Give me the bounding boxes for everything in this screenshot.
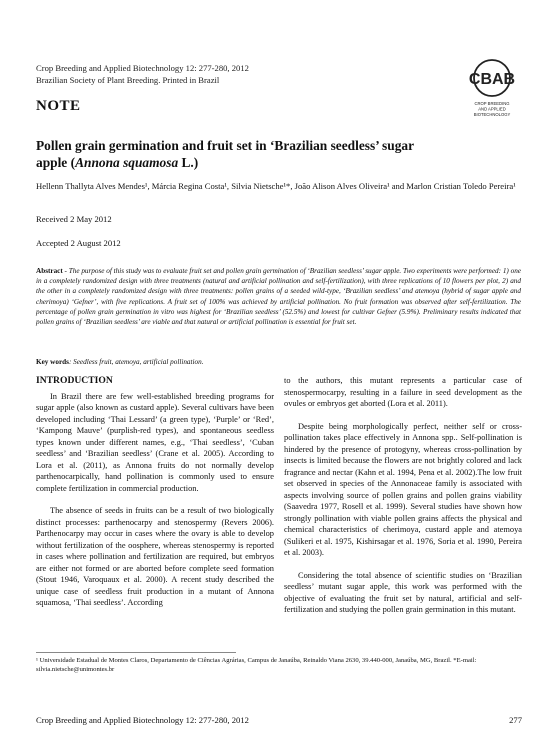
logo-sub2: AND APPLIED	[478, 106, 506, 112]
page-number: 277	[509, 715, 522, 725]
column-left	[36, 375, 274, 609]
journal-header-line1: Crop Breeding and Applied Biotechnology 12: 277-280, 2012	[36, 63, 249, 73]
intro-paragraph-2: The absence of seeds in fruits can be a result of two biologically distinct processes: parthenocarpy and stenospermy (Revers 2006). Parthenocarpy may occur in cases where the ovary is able to develop without fertilization of the oosphere, whereas stenospermy is reported in cases where pollination and fertilization are required, but embryos are either not formed or are aborted before complete seed formation (Stout 1946, Varoquaux et al. 2000). A recent study described the unique case of seedless fruit production in a mutant of Annona squamosa, ‘Thai seedless’. According	[36, 506, 274, 607]
column-right	[284, 375, 522, 616]
title-part1: Pollen grain germination and fruit set in ‘Brazilian seedless’ sugar apple (	[36, 138, 414, 170]
keywords	[36, 357, 521, 367]
footnote-rule	[36, 652, 236, 653]
keywords-label: Key words	[36, 358, 69, 366]
cbab-logo	[458, 58, 526, 120]
journal-header-line2: Brazilian Society of Plant Breeding. Printed in Brazil	[36, 75, 220, 85]
logo-sub3: BIOTECHNOLOGY	[473, 112, 511, 117]
abstract-text: - The purpose of this study was to evaluate fruit set and pollen grain germination of ‘Brazilian seedless’ sugar apple. Two experiments were performed: 1) one in a completely randomized design with three treatments (natural and artificial pollination and self-fertilization), with three replications of 10 flowers per plot, 2) and the other in a completely randomized design with three treatments: pollen grains of a seeded wild-type, ‘Brazilian seedless’ and atemoya (hybrid of sugar apple and cherimoya) ‘Gefner’, with five replications. A fruit set of 100% was achieved by artificial pollination. No fruit formation was observed after self-fertilization. The percentage of pollen grain germination in vitro was highest for ‘Brazilian seedless’ (52.5%) and lowest for cultivar Gefner (5.9%). Preliminary results indicated that pollen grains of ‘Brazilian seedless’ are viable and that natural or artificial pollination is essential for fruit set.	[36, 267, 521, 327]
abstract-label: Abstract	[36, 267, 63, 275]
author-list: Hellenn Thallyta Alves Mendes¹, Márcia Regina Costa¹, Silvia Nietsche¹*, João Alison Alves Oliveira¹ and Marlon Cristian Toledo Pereira¹	[36, 181, 516, 191]
footer-journal: Crop Breeding and Applied Biotechnology 12: 277-280, 2012	[36, 715, 249, 725]
intro-paragraph-4: Despite being morphologically perfect, neither self or cross-pollination takes place effectively in Annona spp.. Self-pollination is hindered by the presence of protogyny, whereas cross-pollination by insects is limited because the flowers are not brightly colored and lack fragrance and nectar (Kahn et al. 1994, Pena et al. 2002).The low fruit set observed in species of the Annonaceae family is associated with aspects involving source of pollen grains and pollen grains viability (Saavedra 1977, Rosell et al. 1999). Several studies have shown how strongly pollination with viable pollen grains affects the physical and chemical characteristics of cherimoya, custard apple and atemoya (Sulikeri et al. 1975, Kishirsagar et al. 1976, Soria et al. 1990, Pereira et al. 2003).	[284, 421, 522, 557]
received-date: Received 2 May 2012	[36, 214, 112, 224]
article-title	[36, 137, 446, 171]
keywords-text: : Seedless fruit, atemoya, artificial pollination.	[68, 358, 204, 366]
title-part2: L.)	[178, 155, 199, 170]
logo-letters: CBAB	[468, 71, 516, 88]
intro-paragraph-1: In Brazil there are few well-established breeding programs for sugar apple (also known as custard apple). Several cultivars have been developed including ‘Thai Lessard’ (a green type), ‘Purple’ or ‘Red’, ‘Kampong Mauve’ (purplish-red types), and spontaneous seedless types known under different names, e.g., ‘Thai seedless’, ‘Cuban seedless’ and ‘Brazilian seedless’ (Crane et al. 2005). According to Lora et al. (2011), as Annona fruits do not normally develop parthenocarpically, hand pollination is commonly used to ensure complete fertilization in commercial production.	[36, 391, 274, 493]
accepted-date: Accepted 2 August 2012	[36, 238, 121, 248]
abstract	[36, 266, 521, 327]
intro-heading: INTRODUCTION	[36, 375, 113, 386]
section-label: NOTE	[36, 98, 81, 114]
title-species: Annona squamosa	[75, 155, 179, 170]
affiliation-footnote: ¹ Universidade Estadual de Montes Claros, Departamento de Ciências Agrárias, Campus de Janaúba, Reinaldo Viana 2630, 39.440-000, Janaúba, MG, Brazil. *E-mail: silvia.nietsche@unimontes.br	[36, 657, 477, 673]
intro-paragraph-3: to the authors, this mutant represents a particular case of stenospermocarpy, resulting in a failure in seed development as the ovules or embryos get aborted (Lora et al. 2011).	[284, 376, 522, 408]
intro-paragraph-5: Considering the total absence of scientific studies on ‘Brazilian seedless’ mutant sugar apple, this work was performed with the objective of evaluating the fruit set by natural, artificial and self-fertilization and studying the pollen grain germination in this mutant.	[284, 570, 522, 614]
logo-sub1: CROP BREEDING	[474, 101, 510, 106]
